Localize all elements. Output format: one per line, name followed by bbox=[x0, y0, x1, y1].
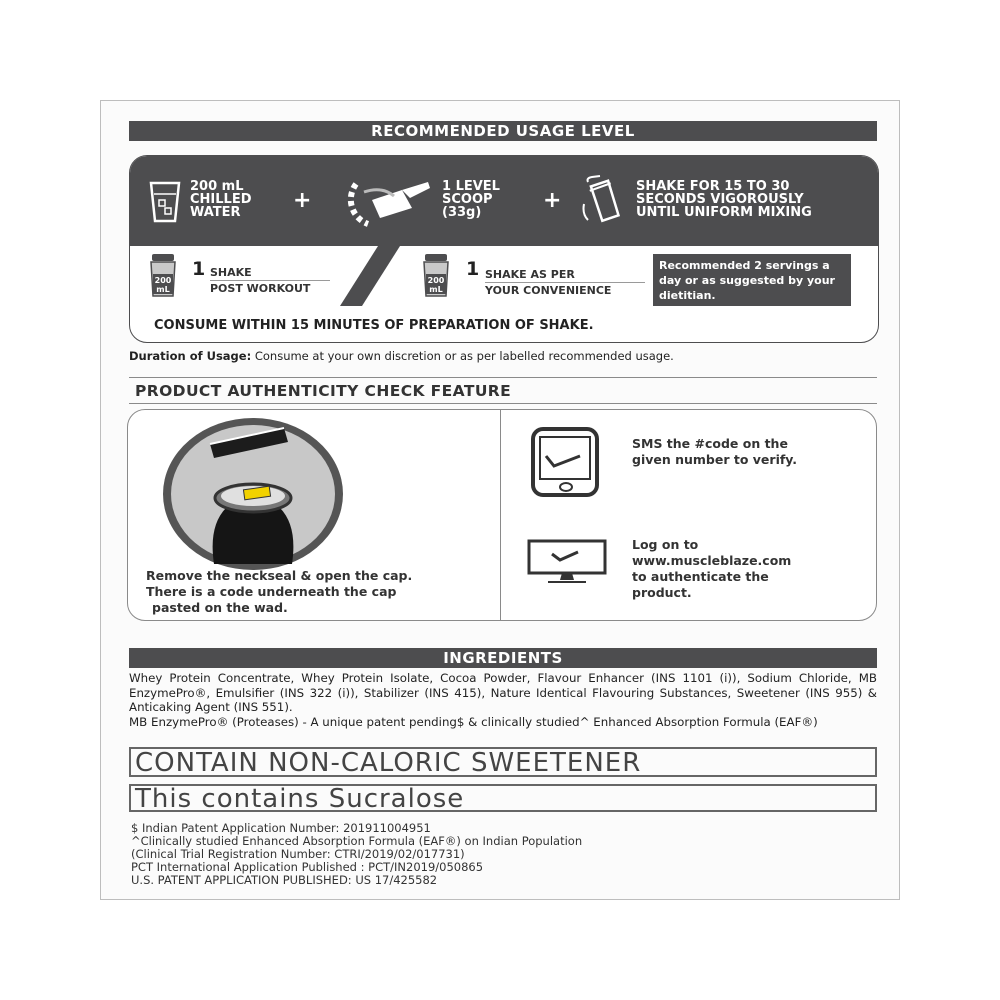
serving-count-2: 1 bbox=[466, 258, 480, 280]
scoop-icon bbox=[342, 172, 432, 232]
ingredients-list: Whey Protein Concentrate, Whey Protein Isolate, Cocoa Powder, Flavour Enhancer (INS 1101 (i)), Sodium Chloride, MB EnzymePro®, Emulsifier (INS 322 (i)), Stabilizer (INS 415), Nature Identical Flavouring Substances, Sweetener (INS 955) & Anticaking Agent (INS 551). bbox=[129, 671, 877, 714]
serving-post-workout: SHAKE POST WORKOUT bbox=[210, 266, 311, 295]
website-instructions: Log on to www.muscleblaze.com to authenticate the product. bbox=[632, 537, 792, 600]
svg-text:200: 200 bbox=[427, 276, 445, 285]
recommendation-box: Recommended 2 servings a day or as suggested by your dietitian. bbox=[653, 254, 851, 306]
ingredients-text bbox=[129, 671, 877, 729]
serving-convenience: SHAKE AS PER YOUR CONVENIENCE bbox=[485, 268, 612, 297]
shaker-bottle-icon bbox=[148, 252, 178, 298]
divider-top bbox=[129, 377, 877, 378]
footnote-us-patent: U.S. PATENT APPLICATION PUBLISHED: US 17/425582 bbox=[131, 873, 438, 887]
ampersand: & bbox=[345, 268, 358, 284]
phone-check-icon bbox=[530, 426, 602, 498]
shaker-icon bbox=[582, 174, 622, 224]
sucralose-warning: This contains Sucralose bbox=[129, 784, 877, 812]
usage-title-bar: RECOMMENDED USAGE LEVEL bbox=[129, 121, 877, 141]
authenticity-divider bbox=[500, 410, 501, 620]
consume-note: CONSUME WITHIN 15 MINUTES OF PREPARATION OF SHAKE. bbox=[154, 318, 594, 333]
step-water: 200 mL CHILLED WATER bbox=[190, 179, 252, 220]
shaker-bottle-icon-2 bbox=[421, 252, 451, 298]
authenticity-title: PRODUCT AUTHENTICITY CHECK FEATURE bbox=[135, 382, 512, 400]
footnote-trial: (Clinical Trial Registration Number: CTRI/2019/02/017731) bbox=[131, 847, 465, 861]
monitor-check-icon bbox=[526, 538, 612, 586]
divider-bottom bbox=[129, 403, 877, 404]
svg-text:mL: mL bbox=[429, 285, 443, 294]
sms-instructions: SMS the #code on the given number to verify. bbox=[632, 436, 798, 467]
duration-of-usage bbox=[129, 349, 674, 363]
usage-box bbox=[129, 155, 879, 343]
duration-label: Duration of Usage: bbox=[129, 349, 252, 363]
ingredients-title-bar: INGREDIENTS bbox=[129, 648, 877, 668]
plus-sign-2: + bbox=[543, 188, 562, 213]
neckseal-instructions: Remove the neckseal & open the cap. There is a code underneath the cap pasted on the wad. bbox=[146, 568, 413, 615]
sweetener-warning: CONTAIN NON-CALORIC SWEETENER bbox=[129, 747, 877, 777]
svg-text:mL: mL bbox=[156, 285, 170, 294]
product-label-panel bbox=[100, 100, 900, 900]
footnote-clinical: ^Clinically studied Enhanced Absorption Formula (EAF®) on Indian Population bbox=[131, 834, 583, 848]
duration-text: Consume at your own discretion or as per labelled recommended usage. bbox=[251, 349, 674, 363]
footnotes bbox=[131, 822, 582, 887]
serving-1-rule bbox=[210, 280, 330, 281]
water-glass-icon bbox=[148, 180, 182, 224]
serving-count-1: 1 bbox=[192, 258, 206, 280]
jar-cap-illustration bbox=[158, 414, 348, 574]
enzymepro-note: MB EnzymePro® (Proteases) - A unique patent pending$ & clinically studied^ Enhanced Absorption Formula (EAF®) bbox=[129, 714, 818, 729]
serving-2-rule bbox=[485, 282, 645, 283]
footnote-patent: $ Indian Patent Application Number: 201911004951 bbox=[131, 821, 431, 835]
authenticity-box bbox=[127, 409, 877, 621]
step-shake: SHAKE FOR 15 TO 30 SECONDS VIGOROUSLY UNTIL UNIFORM MIXING bbox=[636, 179, 812, 220]
svg-text:200: 200 bbox=[154, 276, 172, 285]
step-scoop: 1 LEVEL SCOOP (33g) bbox=[442, 179, 500, 220]
plus-sign-1: + bbox=[293, 188, 312, 213]
footnote-pct: PCT International Application Published : PCT/IN2019/050865 bbox=[131, 860, 484, 874]
